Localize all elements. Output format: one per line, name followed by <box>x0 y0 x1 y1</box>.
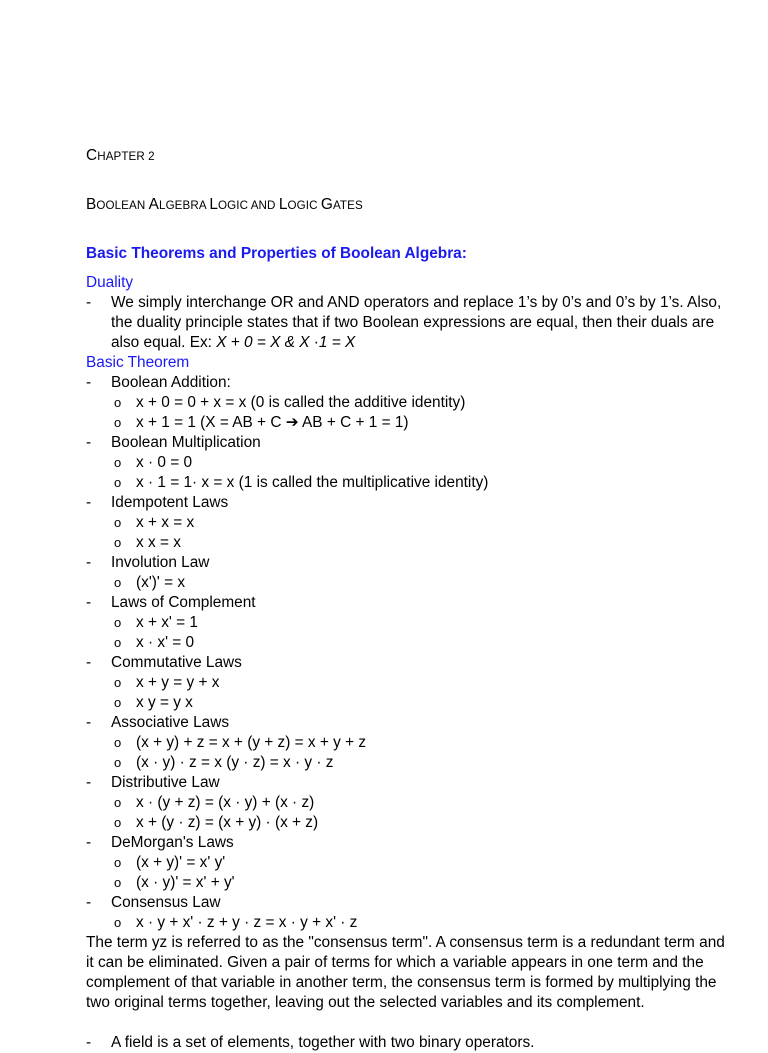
bullet-marker: o <box>114 755 122 770</box>
bullet-marker: o <box>114 635 122 650</box>
dash-marker: - <box>86 894 92 911</box>
dash-marker: - <box>86 714 92 731</box>
group-name: Involution Law <box>111 554 210 571</box>
list-item: o x · 0 = 0 <box>114 454 193 471</box>
list-item: o x · 1 = 1· x = x (1 is called the multiplicative identity) <box>114 474 489 491</box>
spacer <box>86 1013 736 1033</box>
bullet-marker: o <box>114 475 122 490</box>
list-item: o (x + y) + z = x + (y + z) = x + y + z <box>114 734 367 751</box>
theorem-group-demorgan <box>86 833 736 893</box>
list-item: o x + x = x <box>114 514 195 531</box>
group-name: Boolean Multiplication <box>111 434 261 451</box>
theorem-group-complement <box>86 593 736 653</box>
dash-marker: - <box>86 834 92 851</box>
dash-marker: - <box>86 294 92 311</box>
bullet-marker: o <box>114 735 122 750</box>
list-item: o x + x' = 1 <box>114 614 198 631</box>
dash-marker: - <box>86 554 92 571</box>
list-item: o (x')' = x <box>114 574 186 591</box>
dash-marker: - <box>86 1034 92 1051</box>
bullet-marker: o <box>114 455 122 470</box>
group-name: Boolean Addition: <box>111 374 231 391</box>
bullet-marker: o <box>114 695 122 710</box>
list-item: o x x = x <box>114 534 181 551</box>
group-name: Distributive Law <box>111 774 220 791</box>
dash-marker: - <box>86 374 92 391</box>
section-heading: Basic Theorems and Properties of Boolean Algebra: <box>86 245 467 262</box>
list-item: o x · y + x' · z + y · z = x · y + x' · z <box>114 914 358 931</box>
theorem-group-involution <box>86 553 736 593</box>
subject-title: BOOLEAN ALGEBRA LOGIC AND LOGIC GATES <box>86 196 363 213</box>
dash-marker: - <box>86 434 92 451</box>
list-item: o x + (y · z) = (x + y) · (x + z) <box>114 814 319 831</box>
duality-title: Duality <box>86 274 134 291</box>
dash-marker: - <box>86 494 92 511</box>
bullet-marker: o <box>114 395 122 410</box>
theorem-group-distributive <box>86 773 736 833</box>
list-item: o x + 0 = 0 + x = x (0 is called the additive identity) <box>114 394 466 411</box>
theorem-group-addition <box>86 373 736 433</box>
bullet-marker: o <box>114 815 122 830</box>
consensus-paragraph: The term yz is referred to as the "consensus term". A consensus term is a redundant term and it can be eliminated. Given a pair of terms for which a variable appears in one term and the complement of that variable in another term, the consensus term is formed by multiplying the two original terms together, leaving out the selected variables and its complement. <box>86 934 725 1011</box>
content-body <box>86 273 736 1053</box>
list-item: o (x · y)' = x' + y' <box>114 874 235 891</box>
group-name: DeMorgan's Laws <box>111 834 234 851</box>
list-item: o x + 1 = 1 (X = AB + C ➔ AB + C + 1 = 1) <box>114 414 409 431</box>
field-item: - A field is a set of elements, together with two binary operators. <box>86 1034 535 1051</box>
theorem-group-idempotent <box>86 493 736 553</box>
basic-theorem-title: Basic Theorem <box>86 354 190 371</box>
group-name: Consensus Law <box>111 894 221 911</box>
bullet-marker: o <box>114 795 122 810</box>
dash-marker: - <box>86 654 92 671</box>
theorem-group-commutative <box>86 653 736 713</box>
bullet-marker: o <box>114 855 122 870</box>
list-item: o x · x' = 0 <box>114 634 195 651</box>
group-name: Associative Laws <box>111 714 230 731</box>
duality-example: X + 0 = X & X ·1 = X <box>216 334 356 351</box>
list-item: o (x · y) · z = x (y · z) = x · y · z <box>114 754 334 771</box>
list-item: o (x + y)' = x' y' <box>114 854 226 871</box>
theorem-group-associative <box>86 713 736 773</box>
bullet-marker: o <box>114 615 122 630</box>
dash-marker: - <box>86 594 92 611</box>
bullet-marker: o <box>114 675 122 690</box>
list-item: o x + y = y + x <box>114 674 220 691</box>
dash-marker: - <box>86 774 92 791</box>
group-name: Idempotent Laws <box>111 494 229 511</box>
theorem-group-multiplication <box>86 433 736 493</box>
chapter-label: CHAPTER 2 <box>86 147 155 164</box>
list-item: o x · (y + z) = (x · y) + (x · z) <box>114 794 315 811</box>
list-item: o x y = y x <box>114 694 193 711</box>
group-name: Laws of Complement <box>111 594 256 611</box>
bullet-marker: o <box>114 575 122 590</box>
bullet-marker: o <box>114 915 122 930</box>
theorem-group-consensus <box>86 893 736 933</box>
bullet-marker: o <box>114 535 122 550</box>
bullet-marker: o <box>114 415 122 430</box>
bullet-marker: o <box>114 515 122 530</box>
group-name: Commutative Laws <box>111 654 242 671</box>
bullet-marker: o <box>114 875 122 890</box>
duality-paragraph: - We simply interchange OR and AND operators and replace 1’s by 0’s and 0’s by 1’s. Also, the duality principle states that if two Boolean expressions are equal, then their duals are also equal. Ex: X + 0 = X & X ·1 = X <box>86 294 722 351</box>
